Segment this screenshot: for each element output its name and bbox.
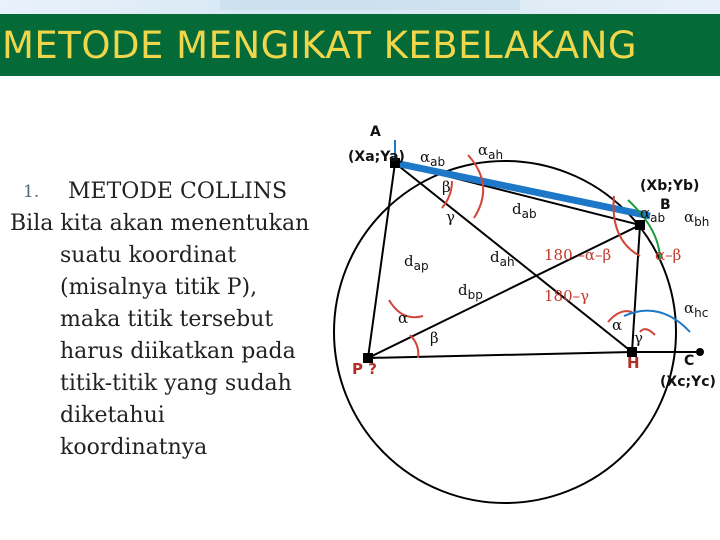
label-gamma-h: γ xyxy=(634,329,643,347)
body-paragraph: Bila kita akan menentukan suatu koordinat (misalnya titik P), maka titik tersebut harus diikatkan pada titik-titik yang sudah diketahui koordinatnya xyxy=(10,211,310,460)
label-h: H xyxy=(627,354,640,372)
label-alpha-h: α xyxy=(612,316,623,334)
label-c: C xyxy=(684,353,695,369)
label-a: A xyxy=(370,124,381,140)
label-180-alpha-beta: 180 –α–β xyxy=(544,246,612,264)
label-d-bp: $d_{bp}$ xyxy=(458,281,483,302)
label-alpha-ab-a: $\alpha_{ab}$ xyxy=(420,148,446,169)
label-alpha-hc: $\alpha_{hc}$ xyxy=(684,299,709,320)
label-c-coords: (Xc;Yc) xyxy=(660,374,716,390)
arc-beta-p xyxy=(410,335,418,358)
label-a-coords: (Xa;Ya) xyxy=(348,149,405,165)
line-p-h xyxy=(368,352,632,358)
point-c-marker xyxy=(696,348,704,356)
list-number: 1. xyxy=(23,182,40,202)
line-a-p xyxy=(368,163,395,358)
label-d-ah: $d_{ah}$ xyxy=(490,248,515,269)
slide-title: METODE MENGIKAT KEBELAKANG xyxy=(2,24,638,67)
list-item-text: METODE COLLINS xyxy=(68,179,288,204)
label-d-ab: $d_{ab}$ xyxy=(512,200,537,221)
label-beta-a: β xyxy=(442,178,451,196)
line-p-b xyxy=(368,225,640,358)
label-180-gamma: 180–γ xyxy=(544,287,590,305)
label-alpha-p: α xyxy=(398,309,409,327)
label-alpha-ah: $\alpha_{ah}$ xyxy=(478,141,504,162)
label-b: B xyxy=(660,197,671,213)
label-p: P ? xyxy=(352,360,377,378)
label-alpha-minus-beta: α–β xyxy=(655,246,682,264)
label-alpha-bh: $\alpha_{bh}$ xyxy=(684,208,710,229)
label-beta-p: β xyxy=(430,329,439,347)
label-d-ap: $d_{ap}$ xyxy=(404,252,429,273)
label-alpha-ab-b: $\alpha_{ab}$ xyxy=(640,204,666,225)
label-gamma-a: γ xyxy=(446,208,455,226)
label-b-coords: (Xb;Yb) xyxy=(640,178,700,194)
